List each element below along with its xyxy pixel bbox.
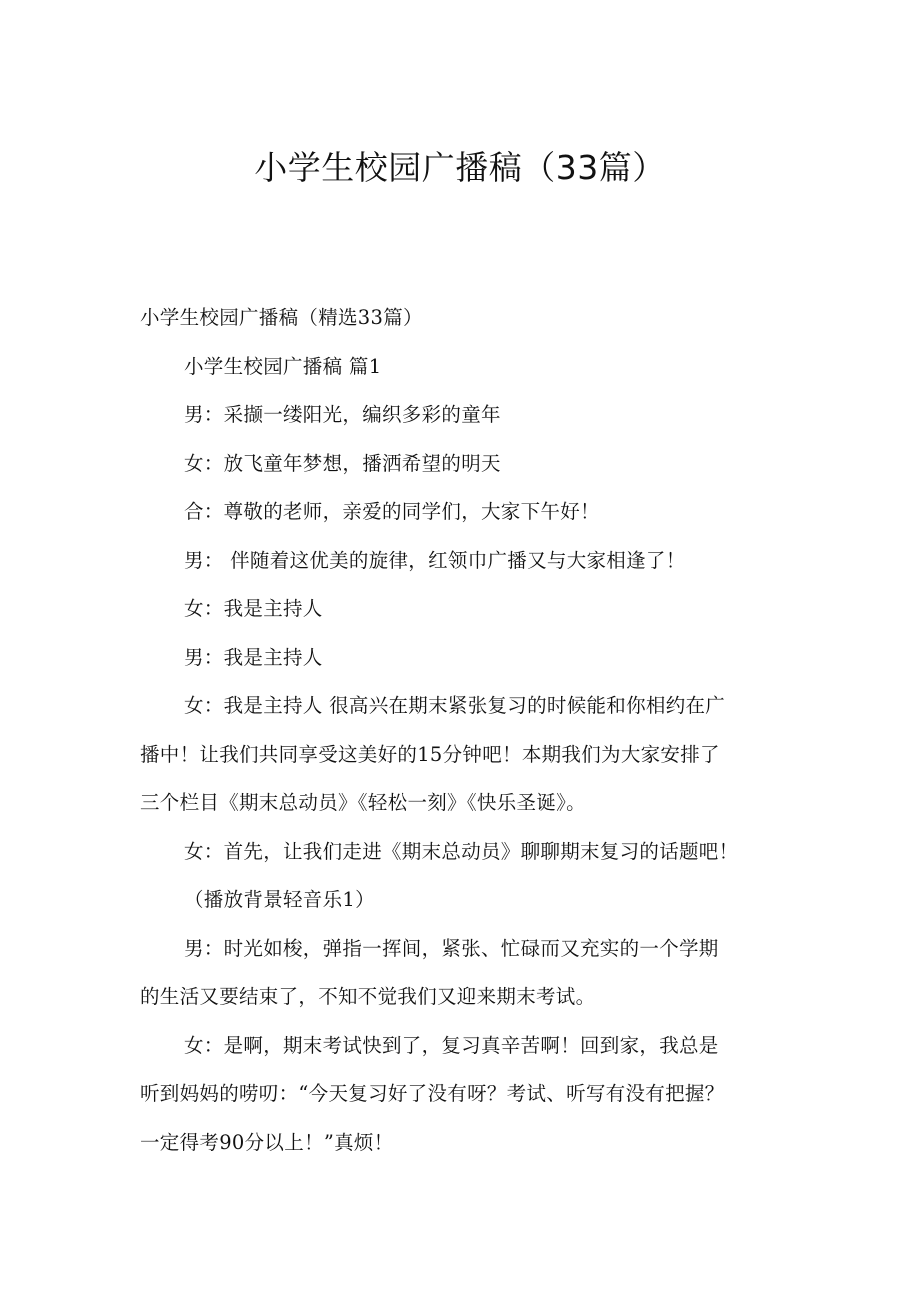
- paragraph-line: 三个栏目《期末总动员》《轻松一刻》《快乐圣诞》。: [140, 791, 586, 814]
- paragraph-line: 女：放飞童年梦想，播洒希望的明天: [184, 451, 501, 475]
- paragraph-line: 女：是啊，期末考试快到了，复习真辛苦啊！回到家，我总是: [184, 1033, 719, 1057]
- paragraph-line: 听到妈妈的唠叨：“今天复习好了没有呀？考试、听写有没有把握？: [140, 1082, 725, 1105]
- paragraph-line: 合：尊敬的老师，亲爱的同学们，大家下午好！: [184, 500, 600, 523]
- paragraph-line: 男：采撷一缕阳光，编织多彩的童年: [184, 403, 501, 426]
- document-title: 小学生校园广播稿（33篇）: [254, 148, 666, 187]
- paragraph-line: 一定得考90分以上！”真烦！: [140, 1130, 394, 1154]
- paragraph-line: 的生活又要结束了，不知不觉我们又迎来期末考试。: [140, 985, 596, 1008]
- paragraph-line: 播中！让我们共同享受这美好的15分钟吧！本期我们为大家安排了: [140, 742, 720, 766]
- paragraph-line: 女：首先，让我们走进《期末总动员》聊聊期末复习的话题吧！: [184, 839, 739, 863]
- paragraph-line: （播放背景轻音乐1）: [184, 888, 375, 911]
- document-body: [140, 294, 800, 1167]
- paragraph-line: 女：我是主持人: [184, 597, 323, 620]
- paragraph-line: 男：时光如梭，弹指一挥间，紧张、忙碌而又充实的一个学期: [184, 936, 719, 960]
- paragraph-line: 男：我是主持人: [184, 645, 323, 669]
- paragraph-line: 男： 伴随着这优美的旋律，红领巾广播又与大家相逢了！: [184, 548, 686, 572]
- paragraph-line: 女：我是主持人 很高兴在期末紧张复习的时候能和你相约在广: [184, 694, 726, 717]
- paragraph-line: 小学生校园广播稿 篇1: [184, 354, 382, 378]
- paragraph-line: 小学生校园广播稿（精选33篇）: [140, 306, 423, 329]
